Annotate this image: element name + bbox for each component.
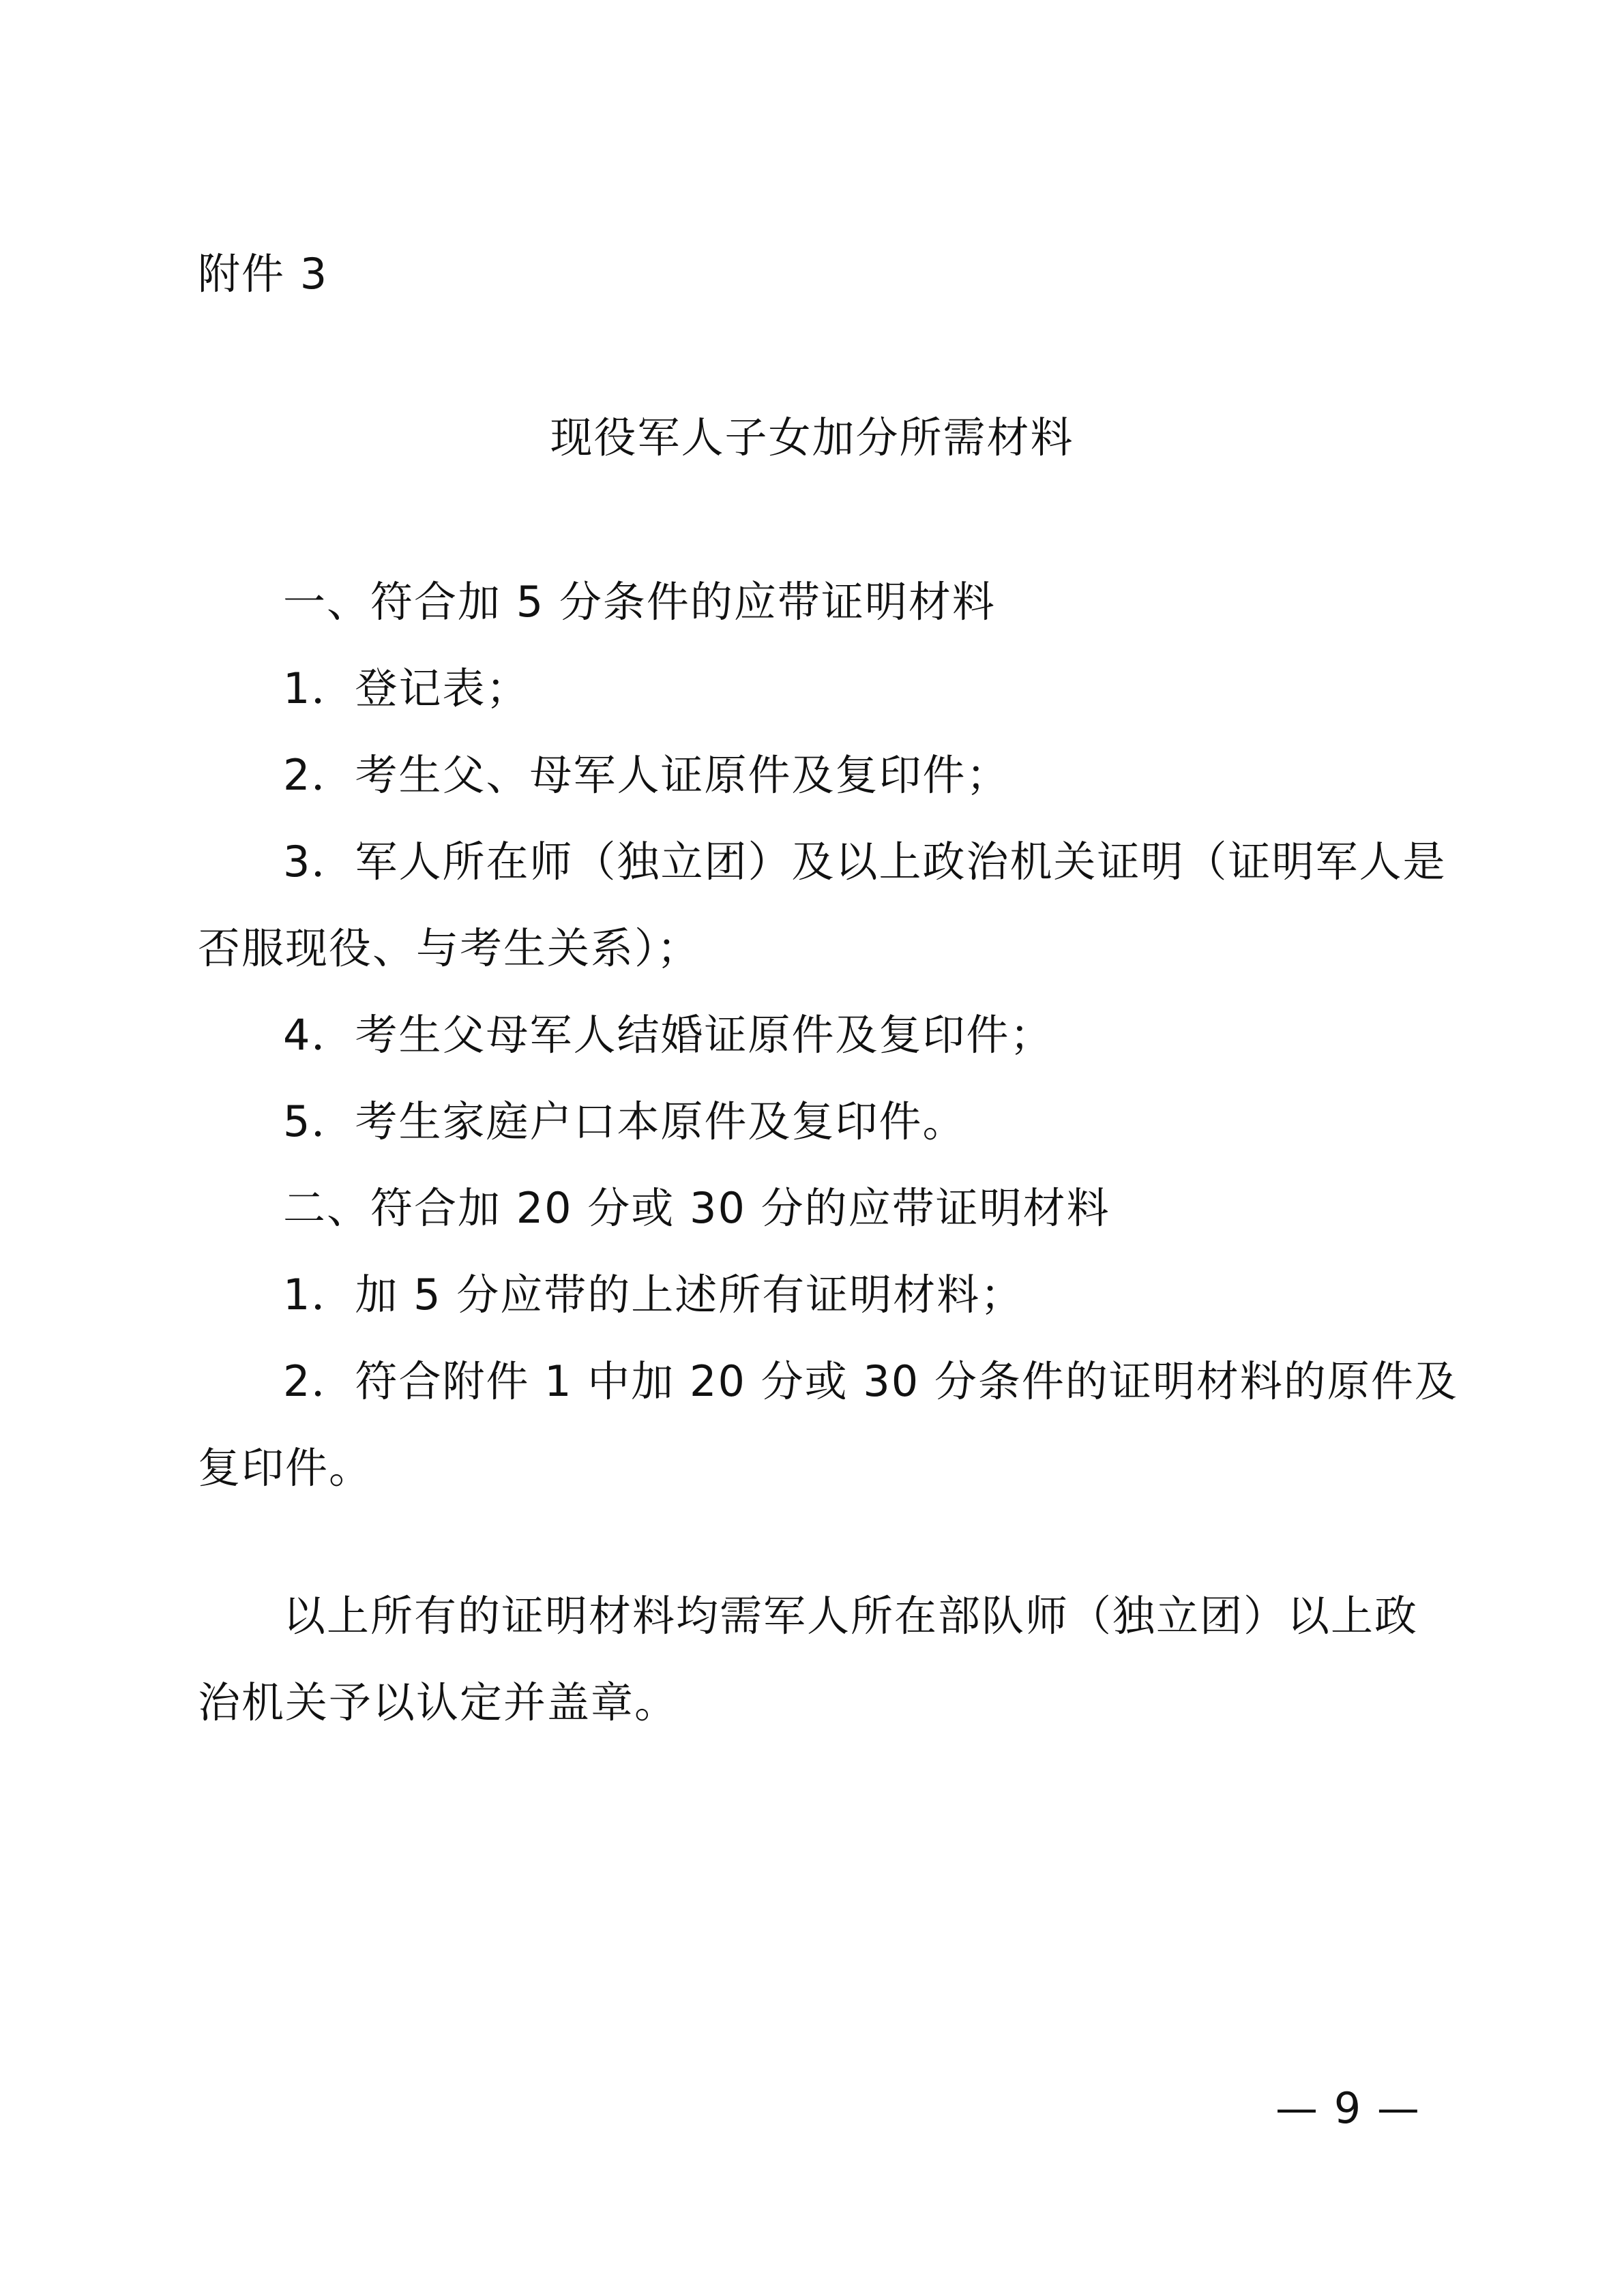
- attachment-label: 附件 3: [198, 249, 329, 299]
- section-2-item-1: 1．加 5 分应带的上述所有证明材料；: [283, 1270, 1024, 1320]
- page-number: — 9 —: [1275, 2083, 1421, 2133]
- section-1-item-1: 1．登记表；: [283, 664, 530, 713]
- section-1-item-3: 3．军人所在师（独立团）及以上政治机关证明（证明军人是: [283, 837, 1447, 886]
- section-1-item-3-continued: 否服现役、与考生关系）；: [198, 923, 701, 973]
- section-1-item-4: 4．考生父母军人结婚证原件及复印件；: [283, 1010, 1054, 1060]
- section-1-item-5: 5．考生家庭户口本原件及复印件。: [283, 1097, 966, 1146]
- section-2-item-2: 2．符合附件 1 中加 20 分或 30 分条件的证明材料的原件及: [283, 1356, 1458, 1406]
- closing-note-line-1: 以上所有的证明材料均需军人所在部队师（独立团）以上政: [283, 1591, 1419, 1641]
- section-2-heading: 二、符合加 20 分或 30 分的应带证明材料: [283, 1183, 1110, 1233]
- section-1-heading: 一、符合加 5 分条件的应带证明材料: [283, 577, 996, 627]
- closing-note-line-2: 治机关予以认定并盖章。: [198, 1678, 679, 1727]
- section-2-item-2-continued: 复印件。: [198, 1443, 373, 1493]
- document-title: 现役军人子女加分所需材料: [550, 413, 1074, 462]
- section-1-item-2: 2．考生父、母军人证原件及复印件；: [283, 750, 1010, 800]
